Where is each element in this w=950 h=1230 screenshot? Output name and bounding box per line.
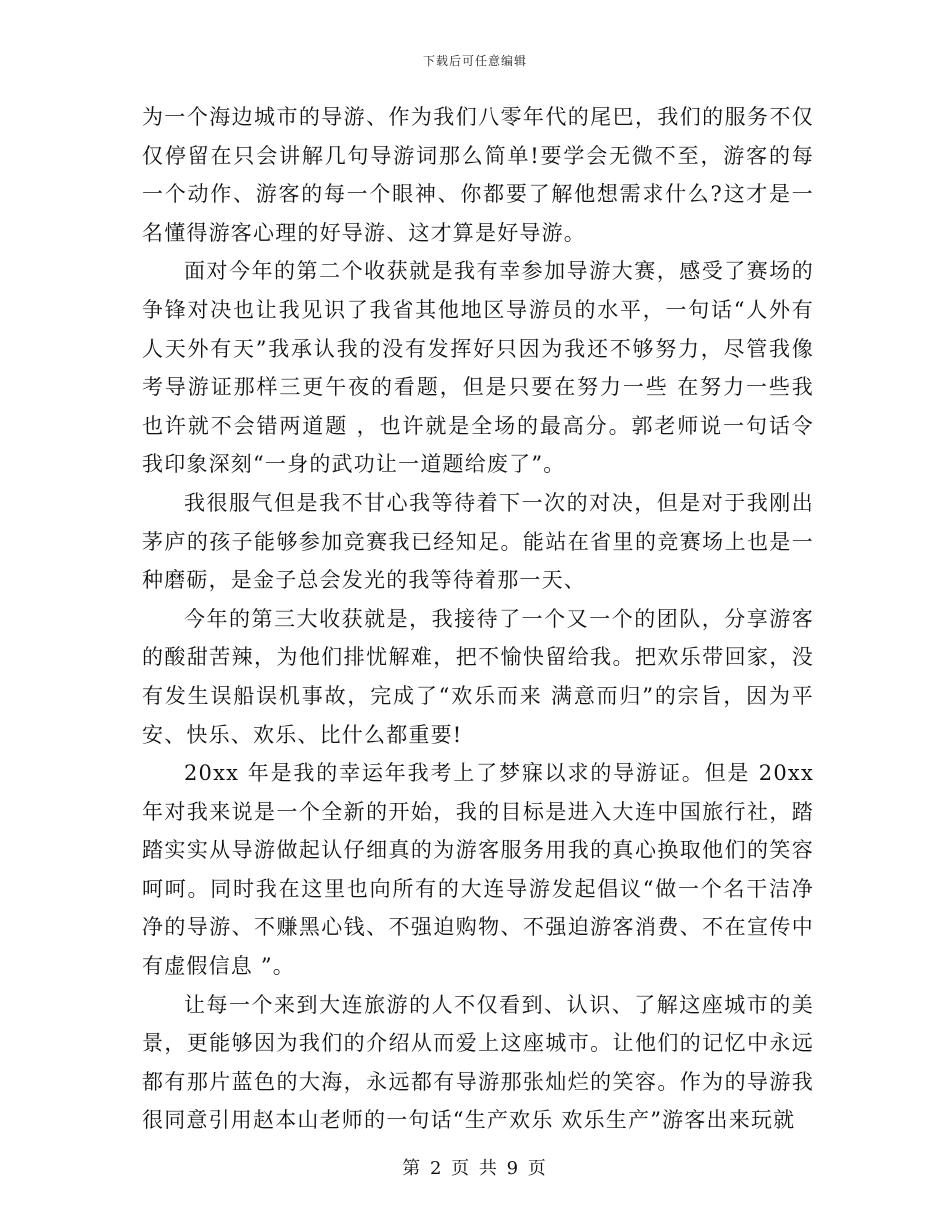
page-footer: 第 2 页 共 9 页 <box>402 1158 548 1179</box>
paragraph-1: 为一个海边城市的导游、作为我们八零年代的尾巴，我们的服务不仅仅停留在只会讲解几句导游词那么简单!要学会无微不至，游客的每一个动作、游客的每一个眼神、你都要了解他想需求什么?这才是一名懂得游客心理的好导游、这才算是好导游。 <box>142 105 814 245</box>
paragraph-3: 我很服气但是我不甘心我等待着下一次的对决，但是对于我刚出茅庐的孩子能够参加竞赛我已经知足。能站在省里的竞赛场上也是一种磨砺，是金子总会发光的我等待着那一天、 <box>142 490 814 593</box>
paragraph-2: 面对今年的第二个收获就是我有幸参加导游大赛，感受了赛场的争锋对决也让我见识了我省其他地区导游员的水平，一句话“人外有人天外有天”我承认我的没有发挥好只因为我还不够努力，尽管我像考导游证那样三更午夜的看题，但是只要在努力一些 在努力一些我也许就不会错两道题 ，也许就是全场的最高分。郭老师说一句话令我印象深刻“一身的武功让一道题给废了”。 <box>142 259 814 477</box>
paragraph-5: 20xx 年是我的幸运年我考上了梦寐以求的导游证。但是 20xx 年对我来说是一个全新的开始，我的目标是进入大连中国旅行社，踏踏实实从导游做起认仔细真的为游客服务用我的真心换取他们的笑容呵呵。同时我在这里也向所有的大连导游发起倡议“做一个名干洁净净的导游、不赚黑心钱、不强迫购物、不强迫游客消费、不在宣传中有虚假信息 ”。 <box>142 761 814 979</box>
paragraph-6: 让每一个来到大连旅游的人不仅看到、认识、了解这座城市的美景，更能够因为我们的介绍从而爱上这座城市。让他们的记忆中永远都有那片蓝色的大海，永远都有导游那张灿烂的笑容。作为的导游我很同意引用赵本山老师的一句话“生产欢乐 欢乐生产”游客出来玩就 <box>142 992 814 1133</box>
document-body <box>142 98 814 1140</box>
page-header: 下载后可任意编辑 <box>422 54 527 68</box>
paragraph-4: 今年的第三大收获就是，我接待了一个又一个的团队，分享游客的酸甜苦辣，为他们排忧解难，把不愉快留给我。把欢乐带回家，没有发生误船误机事故，完成了“欢乐而来 满意而归”的宗旨，因为平安、快乐、欢乐、比什么都重要! <box>142 606 814 747</box>
